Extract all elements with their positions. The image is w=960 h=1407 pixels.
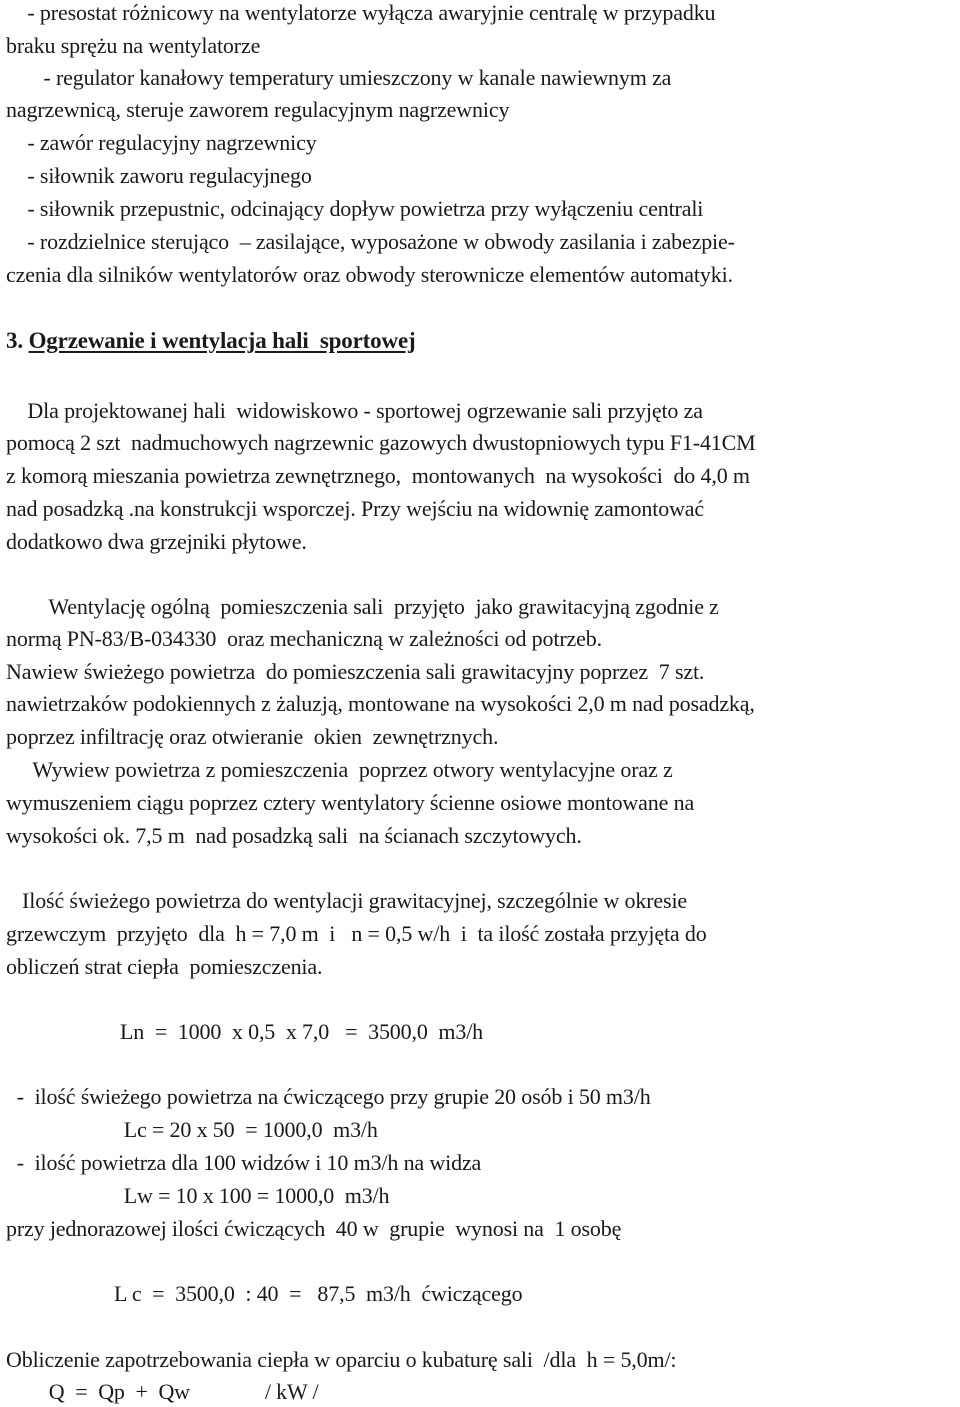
text-line: Lc = 20 x 50 = 1000,0 m3/h [6, 1117, 378, 1142]
text-line: pomocą 2 szt nadmuchowych nagrzewnic gazowych dwustopniowych typu F1-41CM [6, 430, 756, 455]
text-line: wymuszeniem ciągu poprzez cztery wentylatory ścienne osiowe montowane na [6, 790, 695, 815]
text-line: przy jednorazowej ilości ćwiczących 40 w grupie wynosi na 1 osobę [6, 1216, 622, 1241]
text-line: - ilość powietrza dla 100 widzów i 10 m3/h na widza [6, 1150, 482, 1175]
text-line: - presostat różnicowy na wentylatorze wyłącza awaryjnie centralę w przypadku [6, 0, 716, 25]
text-line: Wywiew powietrza z pomieszczenia poprzez otwory wentylacyjne oraz z [6, 757, 673, 782]
text-line: nawietrzaków podokiennych z żaluzją, montowane na wysokości 2,0 m nad posadzką, [6, 691, 755, 716]
text-line: grzewczym przyjęto dla h = 7,0 m i n = 0,5 w/h i ta ilość została przyjęta do [6, 921, 707, 946]
text-line: Wentylację ogólną pomieszczenia sali przyjęto jako grawitacyjną zgodnie z [6, 594, 719, 619]
text-line: - regulator kanałowy temperatury umieszczony w kanale nawiewnym za [6, 65, 672, 90]
section-title: Ogrzewanie i wentylacja hali sportowej [28, 328, 416, 353]
text-line: normą PN-83/B-034330 oraz mechaniczną w zależności od potrzeb. [6, 626, 602, 651]
text-line: - ilość świeżego powietrza na ćwiczącego przy grupie 20 osób i 50 m3/h [6, 1084, 651, 1109]
text-line: nad posadzką .na konstrukcji wsporczej. Przy wejściu na widownię zamontować [6, 496, 705, 521]
text-line: - siłownik przepustnic, odcinający dopływ powietrza przy wyłączeniu centrali [6, 196, 704, 221]
text-line: - siłownik zaworu regulacyjnego [6, 163, 312, 188]
text-line: nagrzewnicą, steruje zaworem regulacyjnym nagrzewnicy [6, 97, 510, 122]
text-line: czenia dla silników wentylatorów oraz obwody sterownicze elementów automatyki. [6, 262, 733, 287]
text-line: Ilość świeżego powietrza do wentylacji grawitacyjnej, szczególnie w okresie [6, 888, 688, 913]
text-line: - zawór regulacyjny nagrzewnicy [6, 130, 317, 155]
section-number: 3. [6, 328, 29, 353]
text-line: Dla projektowanej hali widowiskowo - sportowej ogrzewanie sali przyjęto za [6, 398, 703, 423]
text-line: braku sprężu na wentylatorze [6, 33, 261, 58]
text-line: - rozdzielnice sterująco – zasilające, wyposażone w obwody zasilania i zabezpie- [6, 229, 735, 254]
text-line: poprzez infiltrację oraz otwieranie okien zewnętrznych. [6, 724, 499, 749]
formula-q: Q = Qp + Qw / kW / [6, 1379, 319, 1404]
formula-ln: Ln = 1000 x 0,5 x 7,0 = 3500,0 m3/h [120, 1019, 484, 1044]
text-line: wysokości ok. 7,5 m nad posadzką sali na ścianach szczytowych. [6, 823, 582, 848]
text-line: z komorą mieszania powietrza zewnętrznego, montowanych na wysokości do 4,0 m [6, 463, 750, 488]
section-heading [6, 328, 416, 354]
text-line: dodatkowo dwa grzejniki płytowe. [6, 529, 307, 554]
text-line: Obliczenie zapotrzebowania ciepła w oparciu o kubaturę sali /dla h = 5,0m/: [6, 1347, 677, 1372]
text-line: obliczeń strat ciepła pomieszczenia. [6, 954, 323, 979]
text-line: Nawiew świeżego powietrza do pomieszczenia sali grawitacyjny poprzez 7 szt. [6, 659, 705, 684]
formula-lc: L c = 3500,0 : 40 = 87,5 m3/h ćwiczącego [114, 1281, 523, 1306]
text-line: Lw = 10 x 100 = 1000,0 m3/h [6, 1183, 390, 1208]
